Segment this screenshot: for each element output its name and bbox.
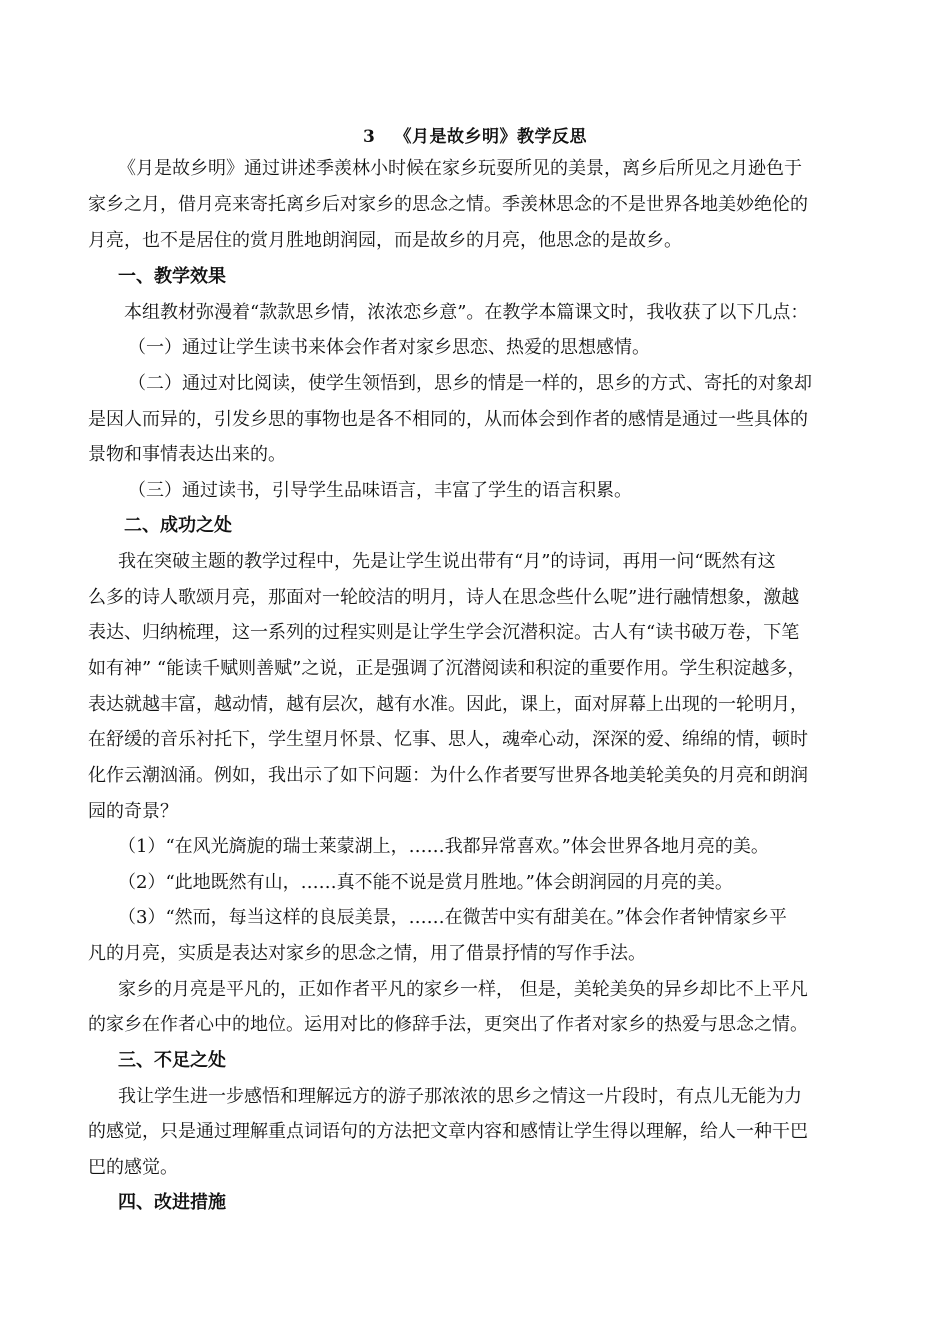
section1-heading: 一、教学效果 [118, 266, 226, 287]
section2-line-2: 么多的诗人歌颂月亮，那面对一轮皎洁的明月，诗人在思念些什么呢”进行融情想象，激越 [88, 587, 800, 608]
document-title: 3 《月是故乡明》教学反思 [362, 127, 588, 147]
section2-line-6: 在舒缓的音乐衬托下，学生望月怀景、忆事、思人，魂牵心动，深深的爱、绵绵的情，顿时 [88, 729, 808, 750]
section1-line-5: 景物和事情表达出来的。 [88, 444, 286, 465]
intro-line-2: 家乡之月，借月亮来寄托离乡后对家乡的思念之情。季羡林思念的不是世界各地美妙绝伦的 [88, 194, 808, 215]
section2-line-9: （1）“在风光旖旎的瑞士莱蒙湖上，……我都异常喜欢。”体会世界各地月亮的美。 [118, 836, 769, 857]
section1-line-3: （二）通过对比阅读，使学生领悟到，思乡的情是一样的，思乡的方式、寄托的对象却 [128, 373, 812, 394]
section3-line-1: 我让学生进一步感悟和理解远方的游子那浓浓的思乡之情这一片段时，有点儿无能为力 [118, 1086, 802, 1107]
section3-heading: 三、不足之处 [118, 1050, 226, 1071]
section2-line-10: （2）“此地既然有山，……真不能不说是赏月胜地。”体会朗润园的月亮的美。 [118, 872, 733, 893]
section3-line-3: 巴的感觉。 [88, 1157, 178, 1178]
intro-line-1: 《月是故乡明》通过讲述季羡林小时候在家乡玩耍所见的美景，离乡后所见之月逊色于 [118, 158, 802, 179]
section2-heading: 二、成功之处 [124, 515, 232, 536]
section2-line-3: 表达、归纳梳理，这一系列的过程实则是让学生学会沉潜积淀。古人有“读书破万卷，下笔 [88, 622, 800, 643]
section2-line-11: （3）“然而，每当这样的良辰美景，……在微苦中实有甜美在。”体会作者钟情家乡平 [118, 907, 787, 928]
section2-line-5: 表达就越丰富，越动情，越有层次，越有水准。因此，课上，面对屏幕上出现的一轮明月， [88, 694, 808, 715]
section2-line-1: 我在突破主题的教学过程中，先是让学生说出带有“月”的诗词，再用一问“既然有这 [118, 551, 776, 572]
section2-line-14: 的家乡在作者心中的地位。运用对比的修辞手法，更突出了作者对家乡的热爱与思念之情。 [88, 1014, 808, 1035]
section1-line-2: （一）通过让学生读书来体会作者对家乡思恋、热爱的思想感情。 [128, 337, 650, 358]
section1-line-4: 是因人而异的，引发乡思的事物也是各不相同的，从而体会到作者的感情是通过一些具体的 [88, 409, 808, 430]
section2-line-7: 化作云潮汹涌。例如，我出示了如下问题：为什么作者要写世界各地美轮美奂的月亮和朗润 [88, 765, 808, 786]
section2-line-13: 家乡的月亮是平凡的，正如作者平凡的家乡一样， 但是，美轮美奂的异乡却比不上平凡 [118, 979, 808, 1000]
section2-line-4: 如有神” “能读千赋则善赋”之说，正是强调了沉潜阅读和积淀的重要作用。学生积淀越多， [88, 658, 806, 679]
section4-heading: 四、改进措施 [118, 1192, 226, 1213]
intro-line-3: 月亮，也不是居住的赏月胜地朗润园，而是故乡的月亮，他思念的是故乡。 [88, 230, 682, 251]
section3-line-2: 的感觉，只是通过理解重点词语句的方法把文章内容和感情让学生得以理解，给人一种干巴 [88, 1121, 808, 1142]
section2-line-12: 凡的月亮，实质是表达对家乡的思念之情，用了借景抒情的写作手法。 [88, 943, 646, 964]
section2-line-8: 园的奇景？ [88, 801, 178, 822]
section1-line-1: 本组教材弥漫着“款款思乡情，浓浓恋乡意”。在教学本篇课文时，我收获了以下几点： [124, 302, 809, 323]
section1-line-6: （三）通过读书，引导学生品味语言，丰富了学生的语言积累。 [128, 480, 632, 501]
